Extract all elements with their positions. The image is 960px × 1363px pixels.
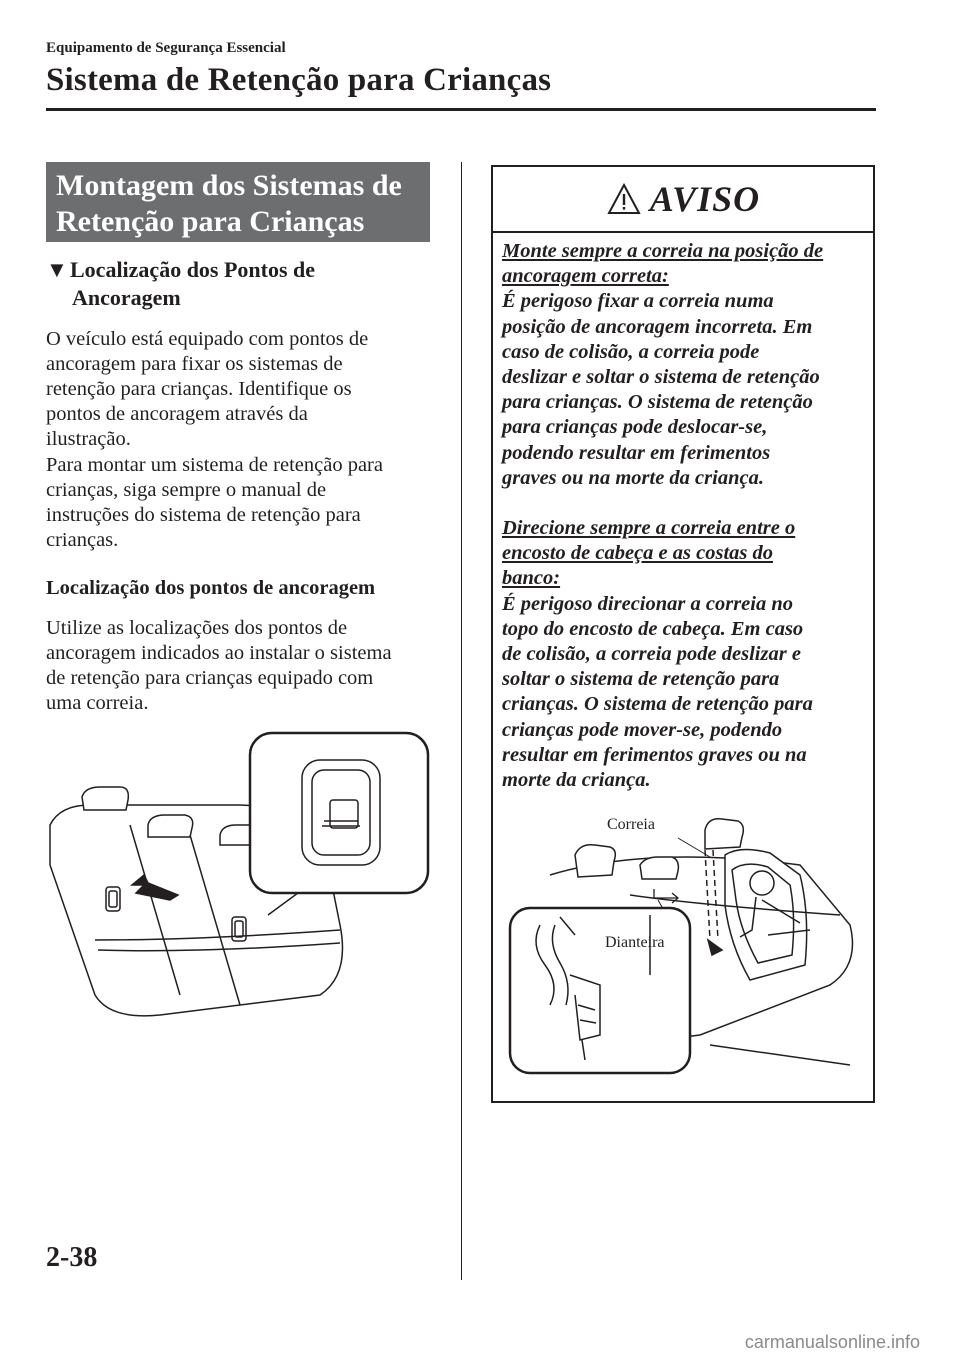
text-line: instruções do sistema de retenção para <box>46 504 361 526</box>
section-heading-box <box>46 162 430 242</box>
warning-heading-line: Direcione sempre a correia entre o <box>502 517 796 540</box>
warning-line: morte da criança. <box>502 769 651 792</box>
warning-heading-line: ancoragem correta: <box>502 265 669 288</box>
text-line: uma correia. <box>46 692 149 714</box>
text-line: retenção para crianças. Identifique os <box>46 378 352 400</box>
warning-line: caso de colisão, a correia pode <box>502 340 760 363</box>
column-divider <box>461 162 462 1280</box>
warning-heading-line: Monte sempre a correia na posição de <box>502 240 824 262</box>
subheading <box>46 256 436 312</box>
text-line: crianças, siga sempre o manual de <box>46 479 327 501</box>
front-label: Dianteira <box>605 934 665 951</box>
warning-header <box>493 167 873 233</box>
section-heading-line: Montagem dos Sistemas de <box>56 169 402 202</box>
warning-line: podendo resultar em ferimentos <box>502 441 771 464</box>
warning-triangle-icon <box>606 182 642 216</box>
warning-line: topo do encosto de cabeça. Em caso <box>502 617 804 640</box>
anchor-callout-detail <box>250 733 428 915</box>
title-rule <box>46 108 876 111</box>
warning-line: para crianças pode deslocar-se, <box>502 416 768 439</box>
subheading-line: Ancoragem <box>72 285 181 310</box>
warning-title: AVISO <box>649 179 761 219</box>
paragraph-1 <box>46 327 436 452</box>
warning-line: resultar em ferimentos graves ou na <box>502 743 807 766</box>
warning-text <box>502 239 864 793</box>
text-line: Utilize as localizações dos pontos de <box>46 617 348 639</box>
paragraph-2 <box>46 453 436 553</box>
strap-label: Correia <box>607 816 655 833</box>
text-line: ancoragem para fixar os sistemas de <box>46 353 343 375</box>
warning-heading-line: banco: <box>502 567 561 590</box>
warning-line: de colisão, a correia pode deslizar e <box>502 643 801 666</box>
warning-line: soltar o sistema de retenção para <box>502 668 780 691</box>
text-line: ancoragem indicados ao instalar o sistema <box>46 642 392 664</box>
section-heading-line: Retenção para Crianças <box>56 205 365 238</box>
text-line: pontos de ancoragem através da <box>46 403 308 425</box>
warning-line: É perigoso fixar a correia numa <box>502 290 774 313</box>
section-label: Equipamento de Segurança Essencial <box>46 40 286 56</box>
warning-line: É perigoso direcionar a correia no <box>502 592 793 615</box>
warning-line: para crianças. O sistema de retenção <box>502 391 813 414</box>
paragraph-gap <box>502 491 864 516</box>
child-seat-strap-illustration <box>500 805 870 1095</box>
text-line: Para montar um sistema de retenção para <box>46 454 383 476</box>
paragraph-3 <box>46 616 436 716</box>
text-line: de retenção para crianças equipado com <box>46 667 374 689</box>
strap-detail-inset <box>510 908 690 1073</box>
watermark: carmanualsonline.info <box>744 1332 920 1352</box>
text-line: crianças. <box>46 529 119 551</box>
warning-heading-line: encosto de cabeça e as costas do <box>502 542 773 565</box>
warning-line: graves ou na morte da criança. <box>502 466 764 489</box>
text-line: ilustração. <box>46 428 131 450</box>
subheading-line: Localização dos Pontos de <box>70 257 316 282</box>
page-number: 2-38 <box>46 1242 98 1273</box>
text-line: O veículo está equipado com pontos de <box>46 328 369 350</box>
paragraph-3-heading: Localização dos pontos de ancoragem <box>46 577 376 599</box>
warning-line: crianças. O sistema de retenção para <box>502 693 813 716</box>
rear-seat-anchor-illustration <box>40 725 440 1025</box>
warning-line: posição de ancoragem incorreta. Em <box>502 315 813 338</box>
warning-line: deslizar e soltar o sistema de retenção <box>502 366 820 389</box>
warning-line: crianças pode mover-se, podendo <box>502 718 783 741</box>
triangle-bullet-icon: ▼ <box>46 257 68 282</box>
page-title: Sistema de Retenção para Crianças <box>46 62 552 98</box>
